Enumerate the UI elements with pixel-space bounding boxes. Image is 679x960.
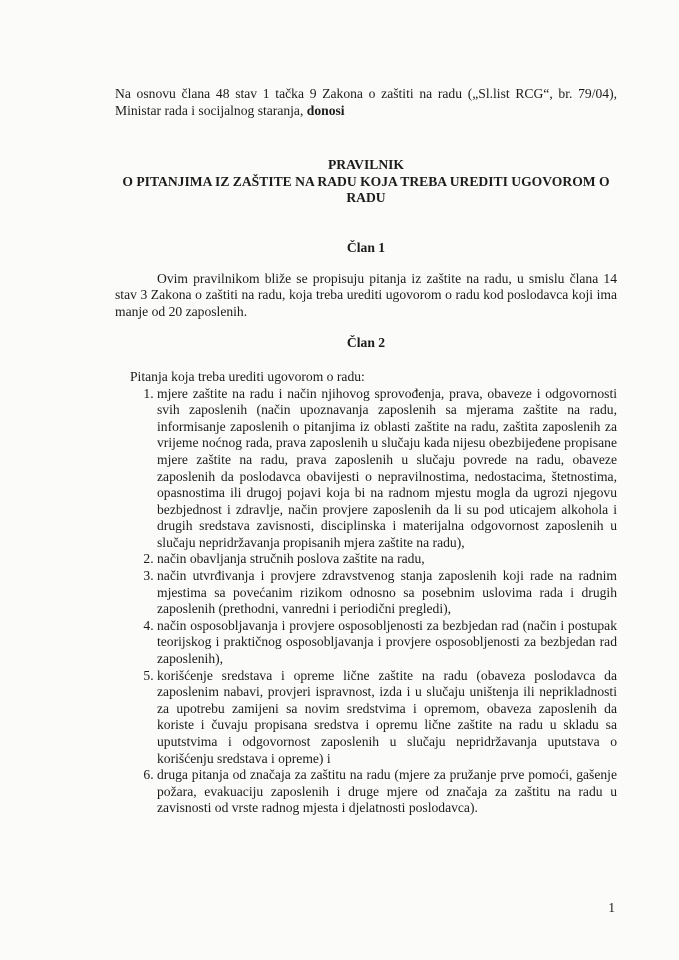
intro-text: Na osnovu člana 48 stav 1 tačka 9 Zakona o zaštiti na radu („Sl.list RCG“, br. 79/04), Ministar rada i socijalnog staranja, [115,86,617,118]
page-number: 1 [608,900,615,915]
article-1-heading: Član 1 [346,239,386,255]
list-item-2: 2. način obavljanja stručnih poslova zaštite na radu, [157,551,617,568]
article-2-lead: Pitanja koja treba urediti ugovorom o radu: [130,368,365,384]
title-line-1: PRAVILNIK [327,157,405,173]
title-line-2: O PITANJIMA IZ ZAŠTITE NA RADU KOJA TREBA UREDITI UGOVOROM O RADU [122,173,610,206]
intro-bold-word: donosi [306,102,345,118]
article-2-heading: Član 2 [346,335,386,351]
intro-paragraph [115,86,617,119]
document-title [115,157,617,207]
list-item-5: 5. korišćenje sredstava i opreme lične zaštite na radu (obaveza poslodavca da zaposlenim nabavi, provjeri ispravnost, izda i u slučaju uništenja ili neprikladnosti za upotrebu zamijeni sa novim sredstvima i opremom, obaveza zaposlenih da koriste i čuvaju propisana sredstva i opremu lične zaštite na radu u skladu sa uputstvima i odgovornost zaposlenih u slučaju nepridržavanja uputstava o korišćenju sredstava i opreme) i [157,668,617,768]
article-1-body: Ovim pravilnikom bliže se propisuju pitanja iz zaštite na radu, u smislu člana 14 stav 3 Zakona o zaštiti na radu, koja treba urediti ugovorom o radu kod poslodavca koji ima manje od 20 zaposlenih. [115,270,617,319]
list-item-4: 4. način osposobljavanja i provjere osposobljenosti za bezbjedan rad (način i postupak teorijskog i praktičnog osposobljavanja i provjere osposobljenosti za bezbjedan rad zaposlenih), [157,618,617,668]
article-2-list [115,386,617,817]
list-item-1: 1. mjere zaštite na radu i način njihovog sprovođenja, prava, obaveze i odgovornosti svih zaposlenih (način upoznavanja zaposlenih sa mjerama zaštite na radu, informisanje zaposlenih o pitanjima iz oblasti zaštite na radu, zaštita zaposlenih za vrijeme noćnog rada, prava zaposlenih u slučaju kada nijesu obezbijeđene propisane mjere zaštite na radu, prava zaposlenih u slučaju povrede na radu, obaveze zaposlenih da poslodavca obavijesti o nepravilnostima, nedostacima, štetnostima, opasnostima ili drugoj pojavi koja bi na radnom mjestu mogla da ugrozi njegovu bezbjednost i zdravlje, način provjere zaposlenih da li su pod uticajem alkohola i drugih sredstava zavisnosti, disciplinska i materijalna odgovornost zaposlenih u slučaju nepridržavanja propisanih mjera zaštite na radu), [157,386,617,552]
list-item-3: 3. način utvrđivanja i provjere zdravstvenog stanja zaposlenih koji rade na radnim mjestima sa povećanim rizikom odnosno sa posebnim uslovima rada i drugih zaposlenih (prethodni, vanredni i periodični pregledi), [157,568,617,618]
list-item-6: 6. druga pitanja od značaja za zaštitu na radu (mjere za pružanje prve pomoći, gašenje požara, evakuaciju zaposlenih i druge mjere od značaja za zaštitu na radu u zavisnosti od vrste radnog mjesta i djelatnosti poslodavca). [157,767,617,817]
